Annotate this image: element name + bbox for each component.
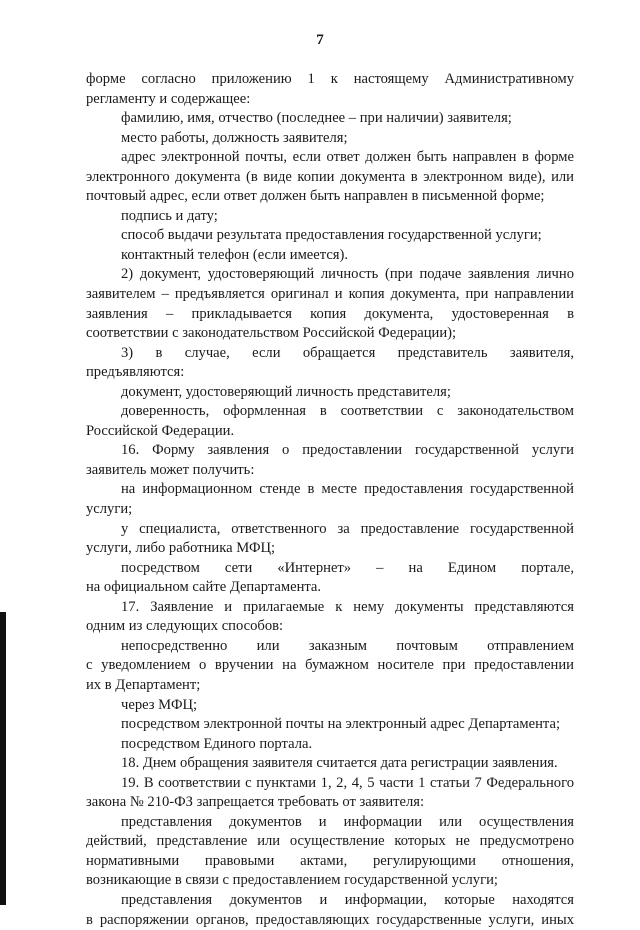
text-line: контактный телефон (если имеется). bbox=[121, 246, 349, 263]
text-line: непосредственно или заказным почтовым отправлением bbox=[121, 637, 574, 654]
text-line: адрес электронной почты, если ответ должен быть направлен в форме bbox=[121, 149, 574, 166]
text-line: представления документов и информации или осуществления bbox=[121, 813, 574, 830]
text-line: услуги; bbox=[86, 501, 133, 518]
text-line: 3) в случае, если обращается представитель заявителя, bbox=[121, 344, 574, 361]
text-line: документ, удостоверяющий личность представителя; bbox=[121, 383, 451, 400]
text-line: подпись и дату; bbox=[121, 207, 218, 224]
text-line: в распоряжении органов, предоставляющих государственные услуги, иных bbox=[86, 911, 574, 928]
text-line: заявителем – предъявляется оригинал и копия документа, при направлении bbox=[86, 286, 574, 303]
text-line: регламенту и содержащее: bbox=[86, 90, 251, 107]
text-line: соответствии с законодательством Российской Федерации); bbox=[86, 325, 457, 342]
text-line: электронного документа (в виде копии документа в электронном виде), или bbox=[86, 168, 574, 185]
text-line: действий, представление или осуществление которых не предусмотрено bbox=[86, 833, 574, 850]
text-line: форме согласно приложению 1 к настоящему Административному bbox=[86, 71, 574, 87]
text-line: 17. Заявление и прилагаемые к нему документы представляются bbox=[121, 598, 574, 615]
text-line: заявления – прикладывается копия документа, удостоверенная в bbox=[86, 305, 574, 322]
text-line: с уведомлением о вручении на бумажном носителе при предоставлении bbox=[86, 657, 574, 674]
text-line: посредством электронной почты на электронный адрес Департамента; bbox=[121, 716, 561, 733]
text-line: нормативными правовыми актами, регулирующими отношения, bbox=[86, 852, 574, 869]
text-line: одним из следующих способов: bbox=[86, 618, 284, 635]
text-line: место работы, должность заявителя; bbox=[121, 129, 348, 146]
text-line: Российской Федерации. bbox=[86, 422, 235, 439]
text-line: услуги, либо работника МФЦ; bbox=[86, 540, 276, 557]
page-number: 7 bbox=[316, 32, 324, 48]
text-line: на информационном стенде в месте предоставления государственной bbox=[121, 481, 574, 498]
text-line: закона № 210-ФЗ запрещается требовать от заявителя: bbox=[86, 794, 425, 811]
text-line: на официальном сайте Департамента. bbox=[86, 579, 322, 596]
text-line: их в Департамент; bbox=[86, 676, 201, 693]
text-line: представления документов и информации, которые находятся bbox=[121, 891, 574, 908]
text-line: фамилию, имя, отчество (последнее – при наличии) заявителя; bbox=[121, 110, 512, 127]
text-line: посредством сети «Интернет» – на Едином портале, bbox=[121, 559, 574, 576]
text-line: почтовый адрес, если ответ должен быть направлен в письменной форме; bbox=[86, 188, 545, 205]
document-body bbox=[86, 70, 574, 930]
text-line: через МФЦ; bbox=[121, 696, 198, 713]
text-line: предъявляются: bbox=[86, 364, 185, 381]
text-line: возникающие в связи с предоставлением государственной услуги; bbox=[86, 872, 498, 889]
text-line: доверенность, оформленная в соответствии с законодательством bbox=[121, 403, 574, 420]
text-line: 16. Форму заявления о предоставлении государственной услуги bbox=[121, 442, 574, 459]
text-line: 18. Днем обращения заявителя считается дата регистрации заявления. bbox=[121, 755, 558, 772]
text-line: способ выдачи результата предоставления государственной услуги; bbox=[121, 227, 542, 244]
text-line: посредством Единого портала. bbox=[121, 735, 313, 752]
text-line: 2) документ, удостоверяющий личность (при подаче заявления лично bbox=[121, 266, 574, 283]
text-line: у специалиста, ответственного за предоставление государственной bbox=[121, 520, 574, 537]
text-line: 19. В соответствии с пунктами 1, 2, 4, 5 части 1 статьи 7 Федерального bbox=[121, 774, 574, 791]
text-line: заявитель может получить: bbox=[86, 461, 255, 478]
